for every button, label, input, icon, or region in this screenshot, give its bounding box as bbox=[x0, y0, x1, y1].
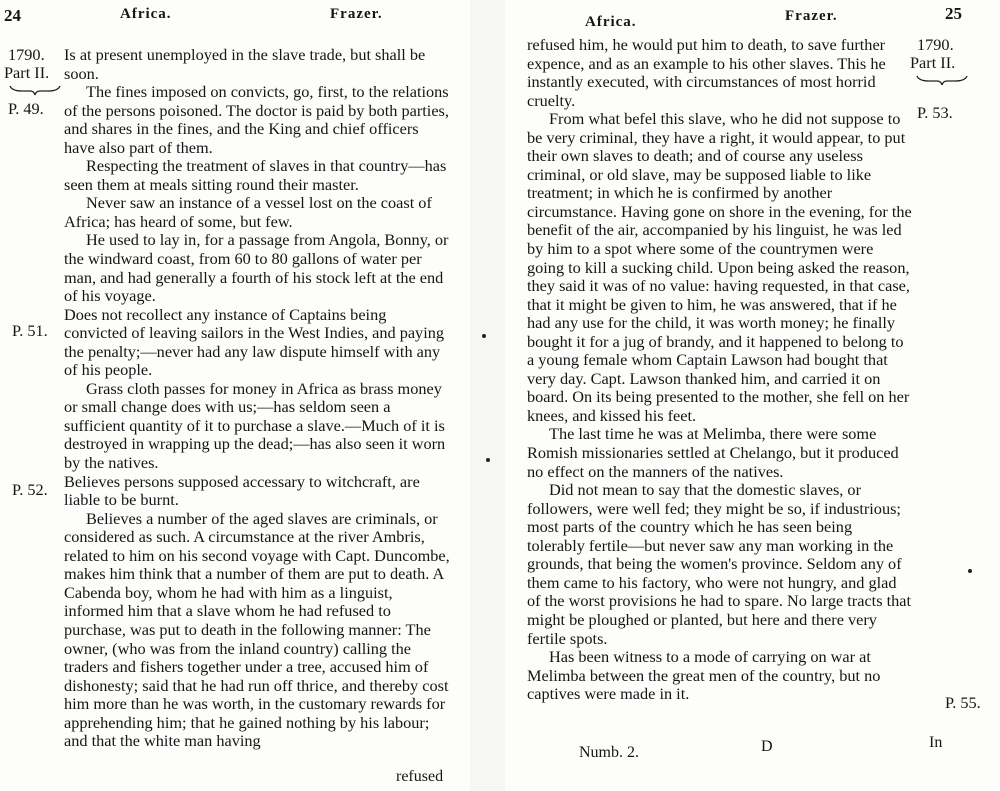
right-paragraph-5: Has been witness to a mode of carrying on war at Melimba between the great men of the country, but no captives were made in it. bbox=[527, 647, 881, 704]
right-margin-p53: P. 53. bbox=[917, 103, 953, 122]
right-paragraph-3: The last time he was at Melimba, there were some Romish missionaries settled at Chelango, but it produced no effect on the manners of the natives. bbox=[527, 424, 899, 481]
left-paragraph-6: Does not recollect any instance of Captains being convicted of leaving sailors in the West Indies, and paying the penalty;—never had any law dispute himself with any of his people. bbox=[64, 304, 445, 380]
scan-speck bbox=[968, 569, 972, 573]
right-page bbox=[505, 0, 1000, 791]
left-running-head-africa: Africa. bbox=[120, 6, 172, 22]
left-text-column bbox=[64, 46, 451, 751]
left-page-number: 24 bbox=[4, 6, 21, 25]
right-paragraph-1: refused him, he would put him to death, to save further expence, and as an example to his other slaves. This he instantly executed, with circumstances of most horrid cruelty. bbox=[527, 35, 886, 110]
book-gutter bbox=[470, 0, 505, 791]
scan-speck bbox=[486, 458, 490, 462]
left-margin-part: Part II. bbox=[4, 63, 50, 82]
left-margin-year: 1790. bbox=[8, 45, 45, 64]
left-catchword: refused bbox=[396, 768, 444, 785]
right-margin-brace bbox=[915, 74, 969, 86]
right-running-head-africa: Africa. bbox=[585, 14, 637, 30]
left-paragraph-3: Respecting the treatment of slaves in that country—has seen them at meals sitting round their master. bbox=[64, 156, 447, 194]
left-paragraph-5: He used to lay in, for a passage from Angola, Bonny, or the windward coast, from 60 to 80 gallons of water per man, and had generally a fourth of his stock left at the end of his voyage. bbox=[64, 230, 449, 306]
right-signature-letter: D bbox=[761, 738, 773, 755]
left-paragraph-7: Grass cloth passes for money in Africa as brass money or small change does with us;—has seldom seen a sufficient quantity of it to purchase a slave.—Much of it is destroyed in wrapping up the dead;—has also seen it worn by the natives. bbox=[64, 378, 446, 473]
left-paragraph-4: Never saw an instance of a vessel lost on the coast of Africa; has heard of some, but few. bbox=[64, 193, 432, 231]
right-signature: Numb. 2. bbox=[579, 744, 639, 761]
right-text-column bbox=[527, 36, 913, 704]
scan-speck bbox=[482, 334, 486, 338]
right-running-head-frazer: Frazer. bbox=[785, 8, 838, 24]
left-paragraph-9: Believes a number of the aged slaves are criminals, or considered as such. A circumstance at the river Ambris, related to him on his second voyage with Capt. Duncombe, makes him think that a number of them are put to death. A Cabenda boy, whom he had with him as a linguist, informed him that a slave whom he had refused to purchase, was put to death in the following manner: The owner, (who was from the inland country) calling the traders and fishers together under a tree, accused him of dishonesty; said that he had run off thrice, and thereby cost him more than he was worth, in the customary rewards for apprehending him; that he gained nothing by his labour; and that the white man having bbox=[64, 508, 450, 751]
right-catchword: In bbox=[929, 734, 943, 751]
left-page bbox=[0, 0, 470, 791]
left-paragraph-8: Believes persons supposed accessary to witchcraft, are liable to be burnt. bbox=[64, 471, 420, 510]
right-paragraph-2: From what befel this slave, who he did not suppose to be very criminal, they have a right, it would appear, to put their own slaves to death; and of course any useless criminal, or old slave, may be supposed liable to like treatment; in which he is confirmed by another circumstance. Having gone on shore in the evening, for the benefit of the air, accompanied by his linguist, he was led by him to a spot where some of the countrymen were going to kill a sucking child. Upon being asked the reason, they said it was of no value: having requested, in that case, that it might be given to him, he was answered, that if he had any use for the child, it was worth money; he finally bought it for a jug of brandy, and it happened to belong to a young female whom Captain Lawson had bought that very day. Capt. Lawson thanked him, and carried it on board. On its being presented to the mother, she fell on her knees, and kissed his feet. bbox=[527, 109, 912, 425]
right-paragraph-4: Did not mean to say that the domestic slaves, or followers, were well fed; they might be so, if industrious; most parts of the country which he has seen being tolerably fertile—but never saw any man working in the grounds, that being the women's province. Seldom any of them came to his factory, who were not hungry, and glad of the worst provisions he had to spare. No large tracts that might be ploughed or planted, but here and there very fertile spots. bbox=[527, 480, 912, 648]
left-margin-brace bbox=[8, 84, 62, 96]
right-margin-part: Part II. bbox=[910, 53, 956, 72]
left-margin-p51: P. 51. bbox=[12, 321, 48, 340]
left-margin-p49: P. 49. bbox=[8, 99, 44, 118]
right-margin-p55: P. 55. bbox=[945, 693, 981, 712]
left-running-head-frazer: Frazer. bbox=[330, 6, 383, 22]
right-page-number: 25 bbox=[945, 4, 962, 23]
right-margin-year: 1790. bbox=[917, 35, 954, 54]
left-paragraph-1: Is at present unemployed in the slave trade, but shall be soon. bbox=[64, 45, 426, 83]
left-paragraph-2: The fines imposed on convicts, go, first, to the relations of the persons poisoned. The doctor is paid by both parties, and shares in the fines, and the King and chief officers have also part of them. bbox=[64, 82, 449, 157]
left-margin-p52: P. 52. bbox=[12, 480, 48, 499]
